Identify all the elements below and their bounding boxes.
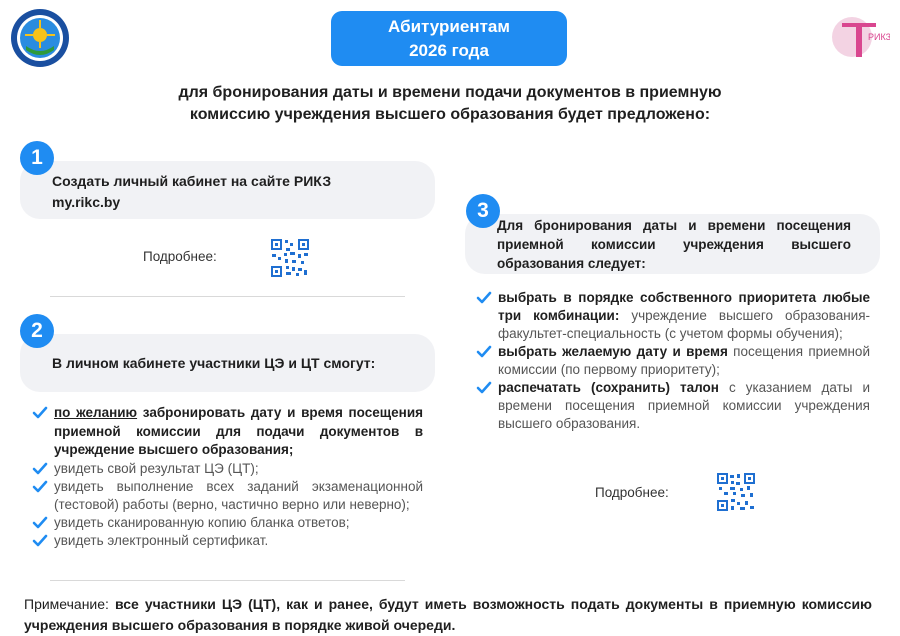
step3-heading: Для бронирования даты и времени посещения приемной комиссии учреждения высшего образования следует: — [497, 218, 851, 271]
step3-item1-bold: выбрать в порядке собственного приоритета любые три комбинации: — [498, 290, 870, 323]
step3-number-badge: 3 — [466, 194, 500, 228]
list-item — [32, 478, 423, 514]
step3-list — [476, 289, 870, 433]
step2-number-badge: 2 — [20, 314, 54, 348]
step3-item1-rest: учреждение высшего образования-факультет-специальность (с учетом формы обучения); — [498, 308, 871, 341]
title-banner — [331, 11, 567, 66]
list-item — [476, 289, 870, 343]
list-item — [32, 404, 423, 460]
step3-item3-rest: с указанием даты и времени посещения приемной комиссии учреждения высшего образования. — [498, 380, 871, 431]
step1-number-badge: 1 — [20, 141, 54, 175]
check-icon — [32, 533, 48, 549]
check-icon — [476, 290, 492, 306]
step1-text-line-1: Создать личный кабинет на сайте РИКЗ — [52, 173, 332, 189]
step2-item2: увидеть свой результат ЦЭ (ЦТ); — [54, 460, 259, 476]
divider — [50, 296, 405, 297]
footnote — [24, 594, 872, 636]
step2-item5: увидеть электронный сертификат. — [54, 532, 269, 548]
step3-item2-bold: выбрать желаемую дату и время — [498, 344, 728, 359]
step1-more-label: Подробнее: — [143, 249, 217, 264]
list-item — [32, 514, 423, 532]
subtitle-line-2: комиссию учреждения высшего образования будет предложено: — [189, 106, 711, 123]
step1-website-link[interactable]: my.rikc.by — [52, 194, 121, 210]
step3-more-label: Подробнее: — [595, 485, 669, 500]
check-icon — [476, 344, 492, 360]
title-line-2: 2026 года — [409, 40, 489, 60]
rikz-logo — [828, 13, 890, 63]
check-icon — [32, 515, 48, 531]
list-item — [476, 343, 870, 379]
step3-item3-bold: распечатать (сохранить) талон — [498, 380, 719, 395]
footnote-label: Примечание: — [24, 596, 115, 612]
check-icon — [476, 380, 492, 396]
rikz-logo-text: РИКЗ — [868, 32, 890, 42]
step1-qr-code[interactable] — [270, 238, 310, 278]
step1-text — [52, 171, 422, 213]
check-icon — [32, 461, 48, 477]
title-line-1: Абитуриентам — [388, 16, 510, 36]
university-emblem-logo — [10, 8, 70, 68]
step2-heading: В личном кабинете участники ЦЭ и ЦТ смогут: — [52, 355, 376, 371]
step2-item4: увидеть сканированную копию бланка ответов; — [54, 514, 350, 530]
check-icon — [32, 479, 48, 495]
list-item — [32, 460, 423, 478]
step2-item3: увидеть выполнение всех заданий экзаменационной (тестовой) работы (верно, частично верно или неверно); — [54, 478, 423, 512]
footnote-text: все участники ЦЭ (ЦТ), как и ранее, будут иметь возможность подать документы в приемную комиссию учреждения высшего образования в порядке живой очереди. — [24, 596, 873, 633]
step2-item1-rest: забронировать дату и время посещения приемной комиссии для подачи документов в учреждение высшего образования; — [54, 405, 423, 457]
list-item — [476, 379, 870, 433]
list-item — [32, 532, 423, 550]
step2-item1-underlined: по желанию — [54, 405, 138, 420]
subtitle — [130, 82, 770, 126]
step3-qr-code[interactable] — [716, 472, 756, 512]
step3-item2-rest: посещения приемной комиссии (по первому приоритету); — [498, 344, 870, 377]
divider — [50, 580, 405, 581]
check-icon — [32, 405, 48, 421]
subtitle-line-1: для бронирования даты и времени подачи документов в приемную — [178, 84, 722, 101]
step2-list — [32, 404, 423, 550]
